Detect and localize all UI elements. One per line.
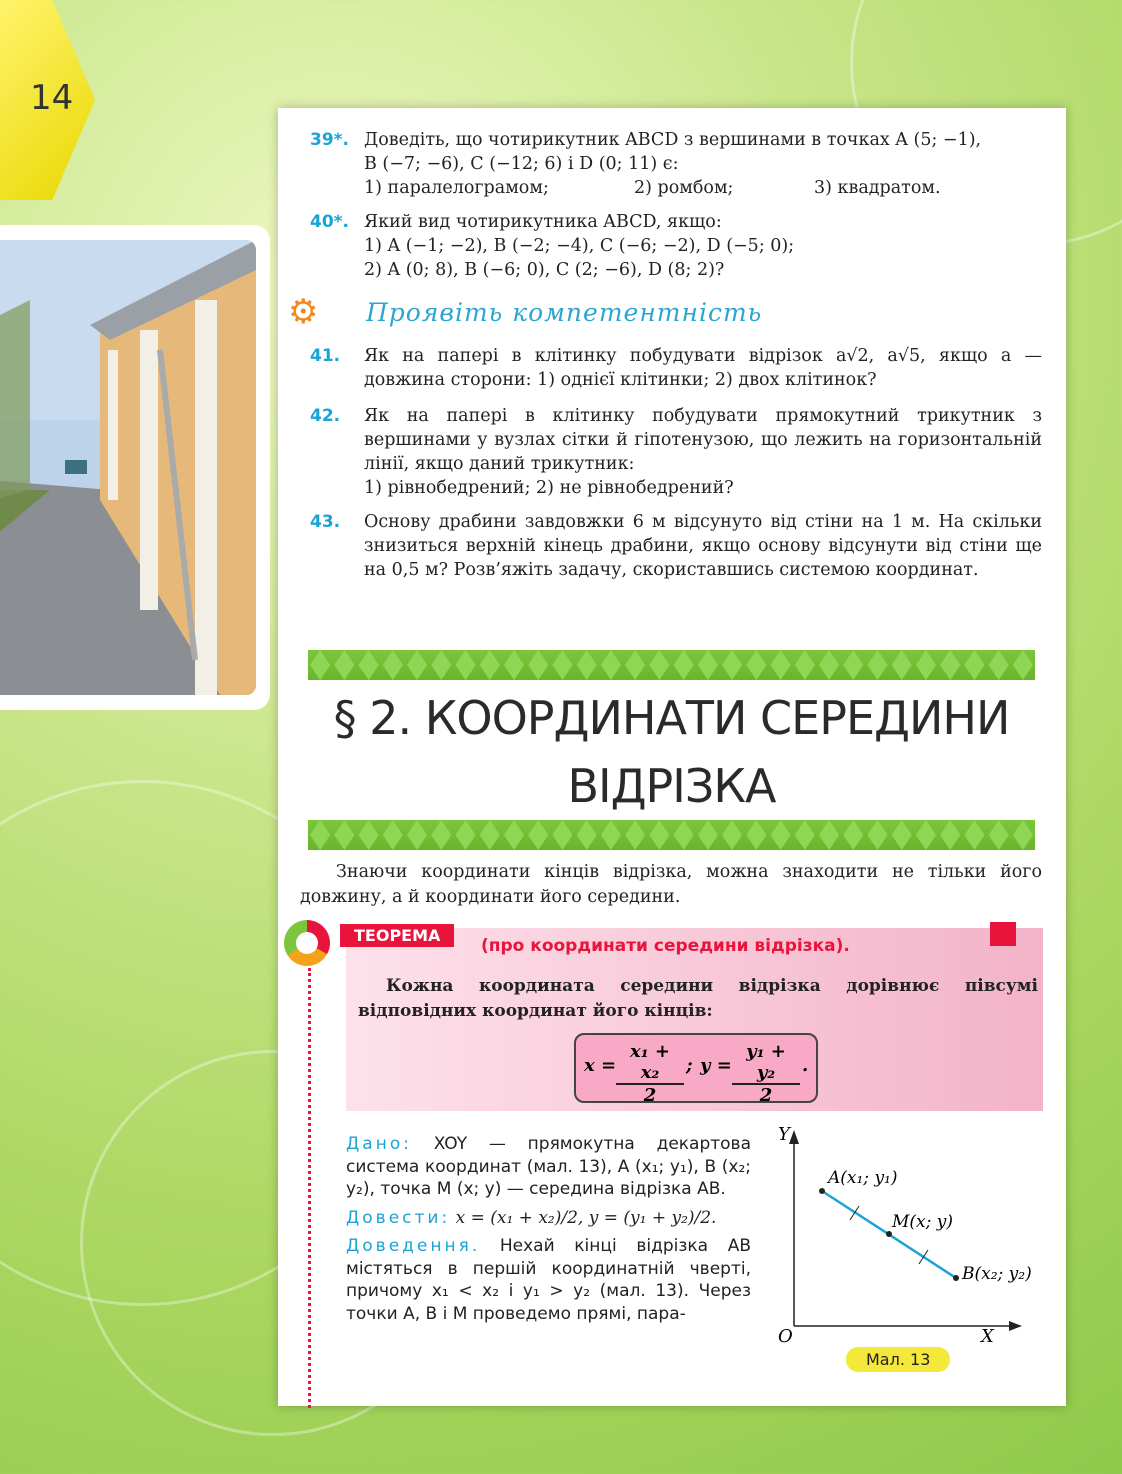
formula-y-fraction [732,1041,800,1106]
theorem-text: Кожна координата середини відрізка дорівнює півсумі відповідних координат його кінців: [358,976,1038,1021]
given-text: XOY — прямокутна декартова система координат (мал. 13), A (x₁; y₁), B (x₂; y₂), точка M (x; y) — середина відрізка AB. [346,1134,751,1199]
formula-separator: ; [686,1055,693,1076]
competence-title: Проявіть компетентність [366,298,763,327]
task-line: Який вид чотирикутника ABCD, якщо: [364,212,722,232]
photo-ladder-wall [0,240,256,695]
section-heading: § 2. КООРДИНАТИ СЕРЕДИНИ [333,691,1010,745]
formula-x-fraction [616,1041,684,1106]
formula-x-numerator: x₁ + x₂ [616,1041,684,1085]
task-number: 42. [310,406,341,426]
task-line: 1) рівнобедрений; 2) не рівнобедрений? [364,478,734,498]
formula-x-denominator: 2 [643,1085,657,1106]
gears-icon: ⚙ [288,292,319,332]
point-a-label: A(x₁; y₁) [828,1168,898,1188]
proof-text: Нехай кінці відрізка AB містяться в першій координатній чверті, причому x₁ < x₂ і y₁ > y₂ (мал. 13). Через точки A, B і M проведемо прямі, пара- [346,1236,751,1324]
tick-mark [919,1250,928,1264]
task-line: 2) A (0; 8), B (−6; 0), C (2; −6), D (8; 2)? [364,260,725,280]
prove-label: Довести: [346,1207,451,1228]
given-label: Дано: [346,1134,412,1154]
decorative-band [308,820,1035,850]
task-text: Як на папері в клітинку побудувати прямокутний трикутник з вершинами у вузлах сітки й гіпотенузою, що лежить на горизонтальній лінії, якщо даний трикутник: [364,406,1042,474]
theorem-emblem-icon [284,920,330,966]
task-line: 1) A (−1; −2), B (−2; −4), C (−6; −2), D (−5; 0); [364,236,795,256]
task-option: 3) квадратом. [814,178,941,198]
task-line: Доведіть, що чотирикутник ABCD з вершинами в точках A (5; −1), [364,130,982,150]
task-number: 41. [310,346,341,366]
formula-y-left: y = [700,1055,732,1076]
red-square-marker [990,922,1016,946]
theorem-subtitle: (про координати середини відрізка). [481,936,850,956]
task-number: 40*. [310,212,350,232]
intro-paragraph: Знаючи координати кінців відрізка, можна знаходити не тільки його довжину, а й координати його середини. [300,862,1042,907]
figure-13-diagram [764,1126,1044,1356]
decorative-band [308,650,1035,680]
task-option: 2) ромбом; [634,178,734,198]
prove-text: x = (x₁ + x₂)/2, y = (y₁ + y₂)/2. [455,1207,717,1228]
dotted-guide-line [308,968,311,1408]
proof-label: Доведення. [346,1236,481,1256]
figure-caption: Мал. 13 [846,1347,950,1372]
origin-label: O [778,1326,793,1347]
point-m-label: M(x; y) [892,1212,953,1232]
proof-block [346,1133,751,1325]
theorem-tag: ТЕОРЕМА [340,924,454,947]
task-text: Як на папері в клітинку побудувати відрізок a√2, a√5, якщо a — довжина сторони: 1) однієї клітинки; 2) двох клітинок? [364,346,1042,390]
section-heading: ВІДРІЗКА [567,759,776,813]
task-number: 43. [310,512,341,532]
formula-end: . [802,1055,809,1076]
task-option: 1) паралелограмом; [364,178,549,198]
axis-y-label: Y [778,1124,790,1145]
task-text: Основу драбини завдовжки 6 м відсунуто від стіни на 1 м. На скільки знизиться верхній кінець драбини, якщо основу відсунути від стіни ще на 0,5 м? Розв’яжіть задачу, скориставшись системою координат. [364,512,1042,580]
x-axis-arrow [1009,1321,1022,1331]
task-number: 39*. [310,130,350,150]
point-a [819,1188,825,1194]
theorem-formula [574,1033,818,1106]
y-axis-arrow [789,1130,799,1144]
formula-y-numerator: y₁ + y₂ [732,1041,800,1085]
page-number: 14 [30,78,74,118]
formula-x-left: x = [584,1055,617,1076]
textbook-page [278,108,1066,1406]
axis-x-label: X [981,1326,994,1347]
point-b-label: B(x₂; y₂) [962,1264,1032,1284]
formula-y-denominator: 2 [759,1085,773,1106]
task-line: B (−7; −6), C (−12; 6) і D (0; 11) є: [364,154,679,174]
point-b [953,1275,959,1281]
